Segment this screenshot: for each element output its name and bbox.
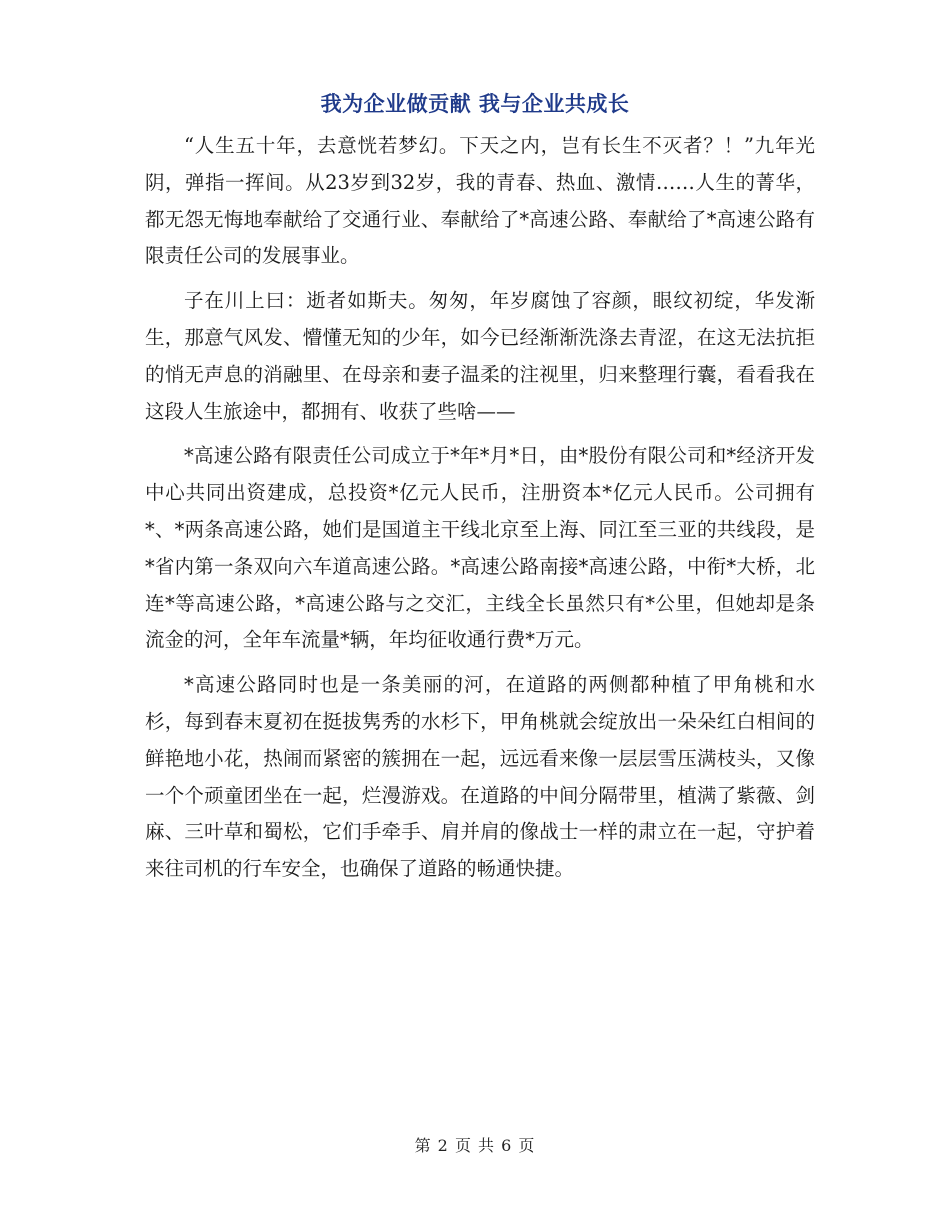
page-title: 我为企业做贡献 我与企业共成长 [320, 92, 630, 116]
paragraph-2: 子在川上曰：逝者如斯夫。匆匆，年岁腐蚀了容颜，眼纹初绽，华发渐生，那意气风发、懵懂无知的少年，如今已经渐渐洗涤去青涩，在这无法抗拒的悄无声息的消融里、在母亲和妻子温柔的注视里，归来整理行囊，看看我在这段人生旅途中，都拥有、收获了些啥—— [145, 289, 815, 423]
page-number-footer: 第 2 页 共 6 页 [414, 1136, 536, 1155]
paragraph-4: *高速公路同时也是一条美丽的河，在道路的两侧都种植了甲角桃和水杉，每到春末夏初在挺拔隽秀的水杉下，甲角桃就会绽放出一朵朵红白相间的鲜艳地小花，热闹而紧密的簇拥在一起，远远看来像一层层雪压满枝头，又像一个个顽童团坐在一起，烂漫游戏。在道路的中间分隔带里，植满了紫薇、剑麻、三叶草和蜀松，它们手牵手、肩并肩的像战士一样的肃立在一起，守护着来往司机的行车安全，也确保了道路的畅通快捷。 [145, 673, 815, 881]
document-body [145, 128, 815, 896]
paragraph-3: *高速公路有限责任公司成立于*年*月*日，由*股份有限公司和*经济开发中心共同出资建成，总投资*亿元人民币，注册资本*亿元人民币。公司拥有*、*两条高速公路，她们是国道主干线北京至上海、同江至三亚的共线段，是*省内第一条双向六车道高速公路。*高速公路南接*高速公路，中衔*大桥，北连*等高速公路，*高速公路与之交汇，主线全长虽然只有*公里，但她却是条流金的河，全年车流量*辆，年均征收通行费*万元。 [145, 444, 815, 652]
paragraph-1: “人生五十年，去意恍若梦幻。下天之内，岂有长生不灭者？！”九年光阴，弹指一挥间。从23岁到32岁，我的青春、热血、激情……人生的菁华，都无怨无悔地奉献给了交通行业、奉献给了*高速公路、奉献给了*高速公路有限责任公司的发展事业。 [145, 134, 815, 268]
